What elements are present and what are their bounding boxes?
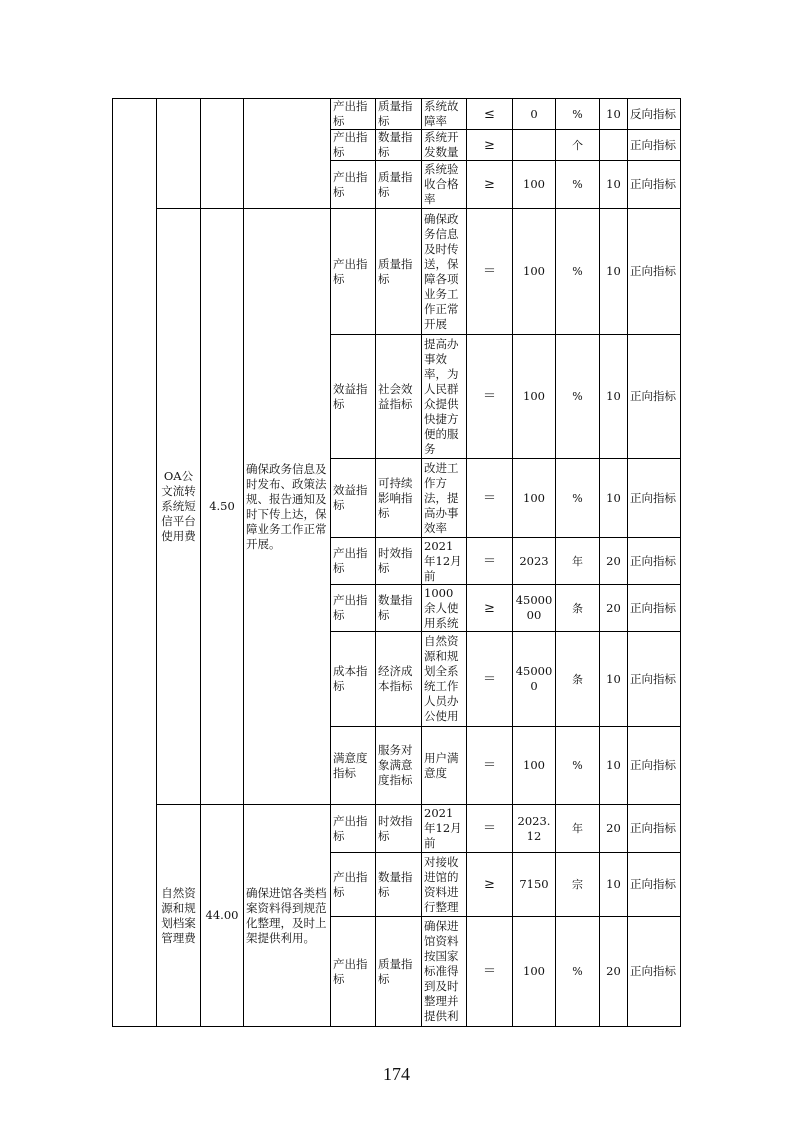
level1-indicator-cell: 成本指标 [331, 632, 376, 727]
level2-indicator-cell: 质量指标 [376, 209, 422, 335]
unit-cell: % [556, 209, 600, 335]
operator-cell: ≥ [467, 585, 513, 632]
table-row [113, 805, 681, 853]
operator-cell: ＝ [467, 459, 513, 538]
level2-indicator-cell: 质量指标 [376, 99, 422, 130]
score-cell: 10 [600, 727, 628, 805]
unit-cell: % [556, 335, 600, 459]
performance-indicator-table [112, 98, 681, 1027]
level3-indicator-cell: 提高办事效率，为人民群众提供快捷方便的服务 [422, 335, 467, 459]
unit-cell: 年 [556, 805, 600, 853]
goal-cell [244, 99, 331, 209]
unit-cell: 条 [556, 632, 600, 727]
score-cell: 20 [600, 917, 628, 1027]
direction-cell: 正向指标 [628, 917, 681, 1027]
table-row [113, 209, 681, 335]
level2-indicator-cell: 可持续影响指标 [376, 459, 422, 538]
value-cell: 100 [513, 459, 556, 538]
direction-cell: 正向指标 [628, 161, 681, 209]
level2-indicator-cell: 社会效益指标 [376, 335, 422, 459]
score-cell: 10 [600, 335, 628, 459]
score-cell: 10 [600, 632, 628, 727]
level2-indicator-cell: 质量指标 [376, 161, 422, 209]
amount-cell: 4.50 [201, 209, 244, 805]
value-cell: 2023 [513, 538, 556, 585]
value-cell: 0 [513, 99, 556, 130]
unit-cell: % [556, 459, 600, 538]
level3-indicator-cell: 系统验收合格率 [422, 161, 467, 209]
level1-indicator-cell: 产出指标 [331, 805, 376, 853]
unit-cell: % [556, 99, 600, 130]
level3-indicator-cell: 确保政务信息及时传送，保障各项业务工作正常开展 [422, 209, 467, 335]
operator-cell: ≤ [467, 99, 513, 130]
operator-cell: ＝ [467, 538, 513, 585]
operator-cell: ＝ [467, 335, 513, 459]
level3-indicator-cell: 2021年12月前 [422, 805, 467, 853]
level3-indicator-cell: 改进工作方法，提高办事效率 [422, 459, 467, 538]
level3-indicator-cell: 2021年12月前 [422, 538, 467, 585]
direction-cell: 正向指标 [628, 130, 681, 161]
project-name-cell: OA公文流转系统短信平台使用费 [157, 209, 201, 805]
table-row [113, 99, 681, 130]
score-cell: 10 [600, 209, 628, 335]
level2-indicator-cell: 数量指标 [376, 130, 422, 161]
value-cell: 450000 [513, 632, 556, 727]
level1-indicator-cell: 效益指标 [331, 459, 376, 538]
unit-cell: % [556, 161, 600, 209]
level2-indicator-cell: 数量指标 [376, 853, 422, 917]
score-cell: 20 [600, 805, 628, 853]
score-cell: 10 [600, 99, 628, 130]
operator-cell: ＝ [467, 727, 513, 805]
score-cell [600, 130, 628, 161]
level1-indicator-cell: 产出指标 [331, 585, 376, 632]
operator-cell: ＝ [467, 632, 513, 727]
project-name-cell: 自然资源和规划档案管理费 [157, 805, 201, 1027]
direction-cell: 正向指标 [628, 853, 681, 917]
unit-cell: 条 [556, 585, 600, 632]
level2-indicator-cell: 时效指标 [376, 538, 422, 585]
value-cell [513, 130, 556, 161]
unit-cell: 个 [556, 130, 600, 161]
level1-indicator-cell: 产出指标 [331, 161, 376, 209]
value-cell: 100 [513, 161, 556, 209]
level2-indicator-cell: 经济成本指标 [376, 632, 422, 727]
page-number: 174 [383, 1064, 410, 1084]
operator-cell: ＝ [467, 917, 513, 1027]
value-cell: 4500000 [513, 585, 556, 632]
score-cell: 20 [600, 538, 628, 585]
operator-cell: ≥ [467, 130, 513, 161]
level2-indicator-cell: 服务对象满意度指标 [376, 727, 422, 805]
direction-cell: 正向指标 [628, 459, 681, 538]
value-cell: 100 [513, 727, 556, 805]
level1-indicator-cell: 产出指标 [331, 917, 376, 1027]
level2-indicator-cell: 时效指标 [376, 805, 422, 853]
level3-indicator-cell: 自然资源和规划全系统工作人员办公使用 [422, 632, 467, 727]
value-cell: 100 [513, 335, 556, 459]
operator-cell: ＝ [467, 805, 513, 853]
level1-indicator-cell: 产出指标 [331, 130, 376, 161]
level3-indicator-cell: 确保进馆资料按国家标准得到及时整理并提供利 [422, 917, 467, 1027]
level3-indicator-cell: 对接收进馆的资料进行整理 [422, 853, 467, 917]
level3-indicator-cell: 系统开发数量 [422, 130, 467, 161]
unit-cell: % [556, 917, 600, 1027]
score-cell: 10 [600, 161, 628, 209]
score-cell: 10 [600, 459, 628, 538]
level1-indicator-cell: 产出指标 [331, 209, 376, 335]
value-cell: 2023.12 [513, 805, 556, 853]
operator-cell: ≥ [467, 161, 513, 209]
project-name-cell [157, 99, 201, 209]
score-cell: 20 [600, 585, 628, 632]
value-cell: 100 [513, 917, 556, 1027]
level1-indicator-cell: 产出指标 [331, 538, 376, 585]
direction-cell: 正向指标 [628, 727, 681, 805]
amount-cell: 44.00 [201, 805, 244, 1027]
direction-cell: 反向指标 [628, 99, 681, 130]
unit-cell: % [556, 727, 600, 805]
level1-indicator-cell: 产出指标 [331, 99, 376, 130]
score-cell: 10 [600, 853, 628, 917]
level1-indicator-cell: 效益指标 [331, 335, 376, 459]
direction-cell: 正向指标 [628, 538, 681, 585]
level2-indicator-cell: 质量指标 [376, 917, 422, 1027]
amount-cell [201, 99, 244, 209]
direction-cell: 正向指标 [628, 585, 681, 632]
operator-cell: ≥ [467, 853, 513, 917]
direction-cell: 正向指标 [628, 632, 681, 727]
blank-outer-cell [113, 99, 157, 1027]
unit-cell: 年 [556, 538, 600, 585]
level3-indicator-cell: 1000余人使用系统 [422, 585, 467, 632]
value-cell: 100 [513, 209, 556, 335]
direction-cell: 正向指标 [628, 335, 681, 459]
operator-cell: ＝ [467, 209, 513, 335]
direction-cell: 正向指标 [628, 805, 681, 853]
unit-cell: 宗 [556, 853, 600, 917]
value-cell: 7150 [513, 853, 556, 917]
direction-cell: 正向指标 [628, 209, 681, 335]
level2-indicator-cell: 数量指标 [376, 585, 422, 632]
level1-indicator-cell: 产出指标 [331, 853, 376, 917]
level3-indicator-cell: 系统故障率 [422, 99, 467, 130]
level3-indicator-cell: 用户满意度 [422, 727, 467, 805]
level1-indicator-cell: 满意度指标 [331, 727, 376, 805]
goal-cell: 确保政务信息及时发布、政策法规、报告通知及时下传上达，保障业务工作正常开展。 [244, 209, 331, 805]
goal-cell: 确保进馆各类档案资料得到规范化整理，及时上架提供利用。 [244, 805, 331, 1027]
